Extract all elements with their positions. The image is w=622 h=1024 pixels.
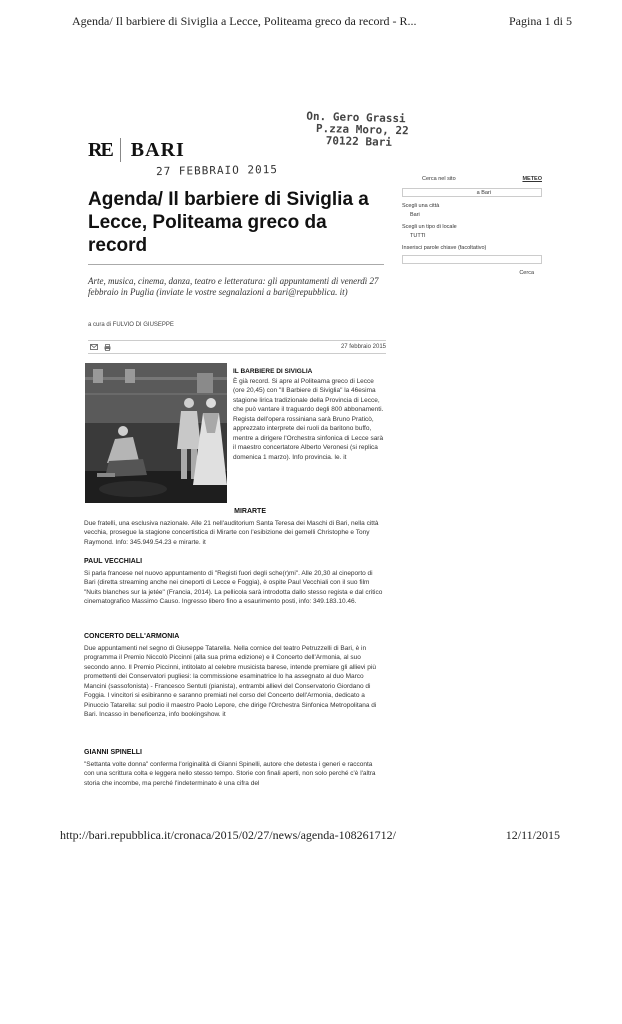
section-barbiere	[233, 367, 385, 462]
section-mirarte	[84, 507, 384, 547]
city-select[interactable]: Bari	[410, 212, 420, 218]
section-concerto-armonia	[84, 632, 384, 720]
article-byline: a cura di FULVIO DI GIUSEPPE	[88, 322, 174, 328]
print-icon[interactable]	[104, 344, 111, 351]
location-box-value: a Bari	[476, 189, 491, 196]
print-header	[72, 14, 572, 29]
section-gianni-spinelli	[84, 748, 384, 788]
section-heading: MIRARTE	[234, 508, 266, 515]
address-stamp	[306, 111, 410, 150]
print-page-title: Agenda/ Il barbiere di Siviglia a Lecce, Politeama greco da record - R...	[72, 14, 417, 28]
site-search-label[interactable]: Cerca nel sito	[422, 176, 456, 182]
print-page-number: Pagina 1 di 5	[509, 14, 572, 28]
venue-select-label: Scegli un tipo di locale	[402, 224, 457, 230]
article-summary: Arte, musica, cinema, danza, teatro e letteratura: gli appuntamenti di venerdì 27 febbraio in Puglia (inviate le vostre segnalazioni a bari@repubblica. it)	[88, 276, 379, 297]
logo-divider	[120, 138, 121, 162]
keyword-input-label: Inserisci parole chiave (facoltativo)	[402, 245, 487, 251]
article-toolbar	[88, 340, 386, 354]
keyword-input[interactable]	[402, 255, 542, 264]
section-body: Due appuntamenti nel segno di Giuseppe Tatarella. Nella cornice del teatro Petruzzelli di Bari, è in programma il Premio Niccolò Piccinni (alla sua prima edizione) e il Concerto dell'Armonia, al suo secondo anno. Il Premio Piccinni, intitolato al celebre musicista barese, intende premiare gli allievi più promettenti dei Conservatori pugliesi: la commissione esaminatrice lo ha assegnato al duo Marco Mancini (sassofonista) - Francesco Sentuti (pianista), entrambi allievi del Conservatorio Giordano di Foggia. I vincitori si esibiranno e saranno premiati nel corso del Concerto dell'Armonia, dedicato a Pinuccio Tatarella: sul podio il maestro Paolo Lepore, che dirige l'Orchestra Sinfonica Metropolitana di Bari. Incasso in beneficenza, info bookingshow. it	[84, 644, 377, 718]
sidebar-search	[402, 176, 542, 276]
print-url: http://bari.repubblica.it/cronaca/2015/02/27/news/agenda-108261712/	[60, 828, 396, 842]
newspaper-logo[interactable]	[88, 138, 185, 162]
print-date: 12/11/2015	[505, 828, 560, 842]
print-footer	[60, 828, 560, 843]
stamp-line-city: 70122 Bari	[325, 134, 393, 149]
article-date: 27 febbraio 2015	[340, 344, 386, 350]
article-title: Agenda/ Il barbiere di Siviglia a Lecce, Politeama greco da record	[88, 189, 369, 256]
location-box[interactable]	[402, 188, 542, 197]
section-heading: GIANNI SPINELLI	[84, 749, 142, 756]
search-button[interactable]: Cerca	[519, 270, 534, 276]
stamp-line-name: On. Gero Grassi	[306, 109, 406, 126]
section-heading: CONCERTO DELL'ARMONIA	[84, 633, 180, 640]
section-body: È già record. Si apre al Politeama greco di Lecce (ore 20,45) con "Il Barbiere di Siviglia" la 46esima stagione lirica tradizionale della Provincia di Lecce, che può vantare il traguardo degli 800 abbonamenti. Regista dell'opera rossiniana sarà Bruno Praticò, apprezzato interprete dei ruoli da baritono buffo, mentre a dirigere l'Orchestra sinfonica di Lecce sarà il maestro concertatore Alberto Veronesi (si replica domenica 1 marzo). Info provincia. le. it	[233, 377, 384, 461]
logo-city: BARI	[130, 138, 185, 161]
opera-scene-image	[85, 363, 227, 503]
section-heading: IL BARBIERE DI SIVIGLIA	[233, 368, 313, 375]
section-body: Si parla francese nel nuovo appuntamento di "Registi fuori degli sche(r)mi". Alle 20,30 al cineporto di Bari (diretta streaming anche nei cineporti di Lecce e Foggia), è ospite Paul Vecchiali con il suo film "Nuits blanches sur la jetée" (Francia, 2014). La pellicola sarà introdotta dallo stesso regista e dal critico cinematografico Massimo Causo. Ingresso libero fino a esaurimento posti, info: 349.183.10.46.	[84, 569, 383, 605]
opera-photo	[85, 363, 227, 503]
title-divider	[88, 264, 384, 265]
email-icon[interactable]	[90, 344, 98, 350]
city-select-label: Scegli una città	[402, 203, 440, 209]
section-body: "Settanta volte donna" conferma l'originalità di Gianni Spinelli, autore che detesta i generi e racconta con una scrittura colta e leggera nello stesso tempo. Storie con finali aperti, non solo perché c'è l'altra storia che incombe, ma perché l'indeterminato è una cifra del	[84, 760, 376, 787]
venue-select[interactable]: TUTTI	[410, 233, 426, 239]
section-body: Due fratelli, una esclusiva nazionale. Alle 21 nell'auditorium Santa Teresa dei Maschi di Bari, nella città vecchia, prosegue la stagione concertistica di Mirarte con l'esibizione dei gemelli Christophe e Tony Raymond. Info: 345.949.54.23 e mirarte. it	[84, 519, 379, 546]
repubblica-logo-icon: RE	[88, 138, 112, 161]
handwritten-date: 27 FEBBRAIO 2015	[155, 162, 279, 179]
section-heading: PAUL VECCHIALI	[84, 558, 143, 565]
section-paul-vecchiali	[84, 557, 384, 607]
site-search-row	[402, 176, 542, 182]
meteo-link[interactable]: METEO	[522, 176, 542, 182]
stamp-line-street: P.zza Moro, 22	[315, 121, 409, 138]
